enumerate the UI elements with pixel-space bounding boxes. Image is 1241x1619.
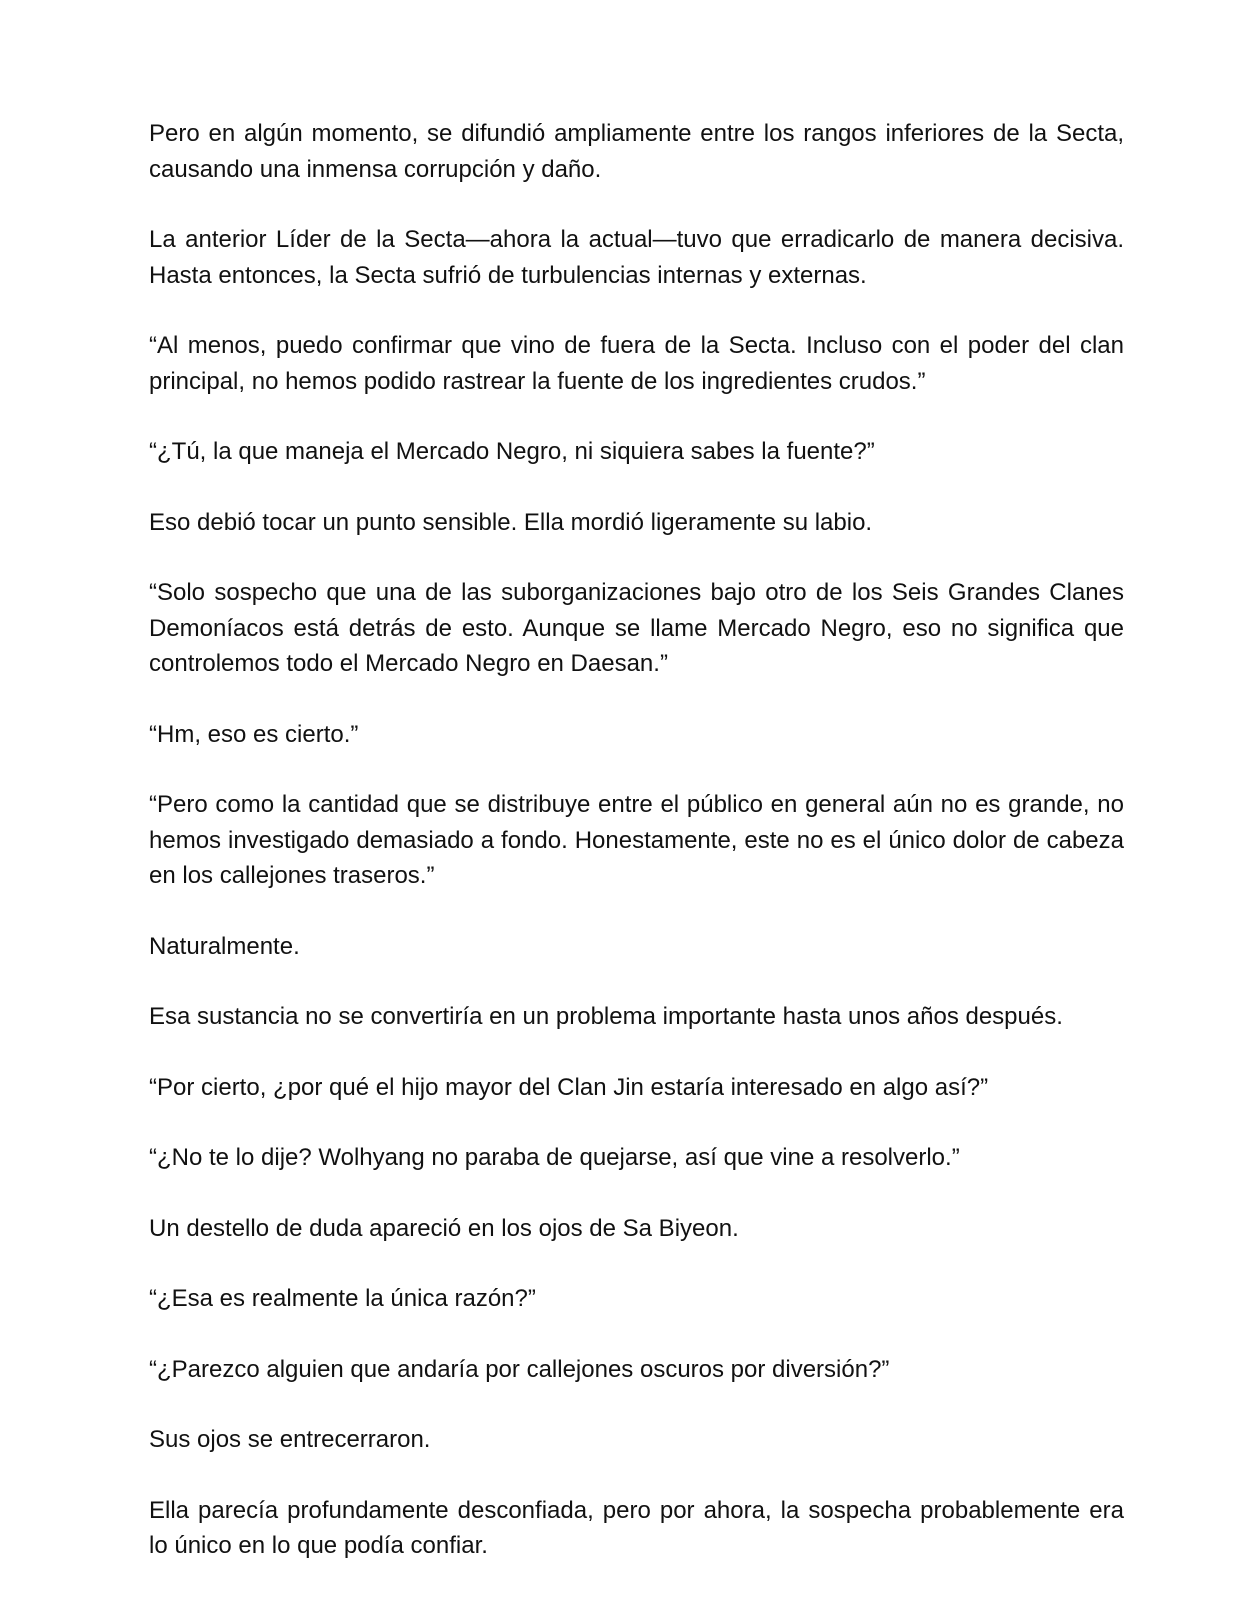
- paragraph: “Al menos, puedo confirmar que vino de fuera de la Secta. Incluso con el poder del clan principal, no hemos podido rastrear la fuente de los ingredientes crudos.”: [149, 332, 1124, 395]
- paragraph: “¿Esa es realmente la única razón?”: [149, 1285, 536, 1312]
- paragraph: Un destello de duda apareció en los ojos de Sa Biyeon.: [149, 1214, 739, 1242]
- paragraph: Ella parecía profundamente desconfiada, pero por ahora, la sospecha probablemente era lo único en lo que podía confiar.: [149, 1496, 1124, 1559]
- paragraph: Sus ojos se entrecerraron.: [149, 1426, 431, 1453]
- paragraph: Esa sustancia no se convertiría en un problema importante hasta unos años después.: [149, 1003, 1063, 1030]
- paragraph: “Solo sospecho que una de las suborganizaciones bajo otro de los Seis Grandes Clanes Demoníacos está detrás de esto. Aunque se llame Mercado Negro, eso no significa que controlemos todo el Mercado Negro en Daesan.”: [149, 579, 1124, 677]
- paragraph: “¿Parezco alguien que andaría por callejones oscuros por diversión?”: [149, 1355, 890, 1383]
- paragraph: “Hm, eso es cierto.”: [149, 720, 359, 748]
- paragraph: “Pero como la cantidad que se distribuye entre el público en general aún no es grande, no hemos investigado demasiado a fondo. Honestamente, este no es el único dolor de cabeza en los callejones traseros.”: [149, 791, 1124, 889]
- paragraph: “Por cierto, ¿por qué el hijo mayor del Clan Jin estaría interesado en algo así?”: [149, 1073, 989, 1101]
- document-page: [149, 116, 1124, 1599]
- paragraph: “¿No te lo dije? Wolhyang no paraba de quejarse, así que vine a resolverlo.”: [149, 1144, 960, 1171]
- paragraph: La anterior Líder de la Secta—ahora la actual—tuvo que erradicarlo de manera decisiva. Hasta entonces, la Secta sufrió de turbulencias internas y externas.: [149, 226, 1124, 289]
- paragraph: Naturalmente.: [149, 932, 300, 960]
- paragraph: “¿Tú, la que maneja el Mercado Negro, ni siquiera sabes la fuente?”: [149, 438, 875, 465]
- paragraph: Eso debió tocar un punto sensible. Ella mordió ligeramente su labio.: [149, 508, 873, 536]
- paragraph: Pero en algún momento, se difundió ampliamente entre los rangos inferiores de la Secta, causando una inmensa corrupción y daño.: [149, 120, 1124, 183]
